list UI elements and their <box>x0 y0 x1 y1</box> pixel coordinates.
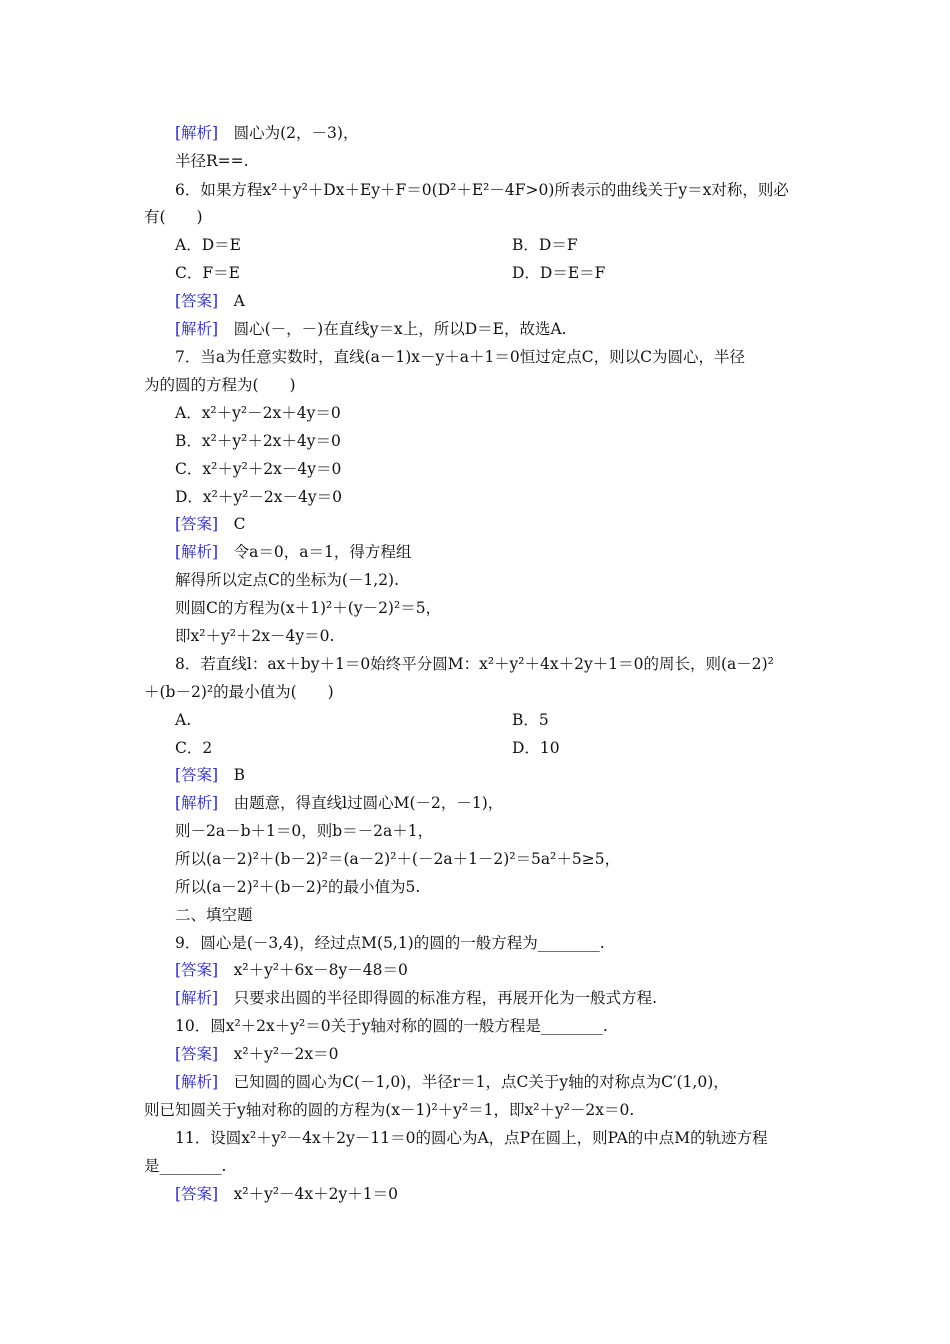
q7-option-a: A．x²＋y²－2x＋4y＝0 <box>175 404 341 422</box>
analysis-tag: [解析] <box>175 124 219 142</box>
q7-analysis-text: 令a＝0，a＝1，得方程组 <box>233 543 412 561</box>
analysis-tag: [解析] <box>175 794 219 812</box>
q11-answer-value: x²＋y²－4x＋2y＋1＝0 <box>233 1185 398 1203</box>
section-heading: 二、填空题 <box>175 906 253 924</box>
q7-analysis-line-2: 解得所以定点C的坐标为(－1,2). <box>175 571 400 589</box>
q5-analysis-line-1 <box>175 123 358 143</box>
q6-option-a: A．D＝E <box>175 236 241 254</box>
answer-tag: [答案] <box>175 292 219 310</box>
answer-tag: [答案] <box>175 515 219 533</box>
q10-analysis-text: 已知圆的圆心为C(－1,0)，半径r＝1，点C关于y轴的对称点为C′(1,0)， <box>233 1073 729 1091</box>
q11-stem-line-2: 是________. <box>144 1157 227 1175</box>
q8-stem-line-1: 8．若直线l：ax＋by＋1＝0始终平分圆M：x²＋y²＋4x＋2y＋1＝0的周长，则(a－2)² <box>175 655 774 673</box>
q7-answer <box>175 514 246 534</box>
q10-answer <box>175 1044 339 1064</box>
q6-answer-value: A <box>233 292 245 310</box>
q10-stem: 10．圆x²＋2x＋y²＝0关于y轴对称的圆的一般方程是________. <box>175 1017 608 1035</box>
q8-analysis-line-1 <box>175 793 503 813</box>
q8-analysis-line-4: 所以(a－2)²＋(b－2)²的最小值为5. <box>175 878 421 896</box>
q11-answer <box>175 1184 398 1204</box>
q8-analysis-line-2: 则－2a－b＋1＝0，则b＝－2a＋1， <box>175 822 434 840</box>
q7-option-c: C．x²＋y²＋2x－4y＝0 <box>175 460 342 478</box>
q10-analysis-line-1 <box>175 1072 729 1092</box>
q8-option-b: B．5 <box>512 711 549 729</box>
answer-tag: [答案] <box>175 766 219 784</box>
q8-answer <box>175 765 245 785</box>
q11-stem-line-1: 11．设圆x²＋y²－4x＋2y－11＝0的圆心为A，点P在圆上，则PA的中点M的轨迹方程 <box>175 1129 768 1147</box>
q6-stem-line-1: 6．如果方程x²＋y²＋Dx＋Ey＋F＝0(D²＋E²－4F>0)所表示的曲线关于y＝x对称，则必 <box>175 181 789 199</box>
q7-analysis-line-3: 则圆C的方程为(x＋1)²＋(y－2)²＝5， <box>175 599 442 617</box>
q9-stem: 9．圆心是(－3,4)，经过点M(5,1)的圆的一般方程为________. <box>175 934 605 952</box>
q6-stem-line-2: 有( ) <box>144 208 203 226</box>
q8-option-c: C．2 <box>175 739 213 757</box>
answer-tag: [答案] <box>175 1185 219 1203</box>
q9-analysis-text: 只要求出圆的半径即得圆的标准方程，再展开化为一般式方程. <box>233 989 658 1007</box>
q8-option-d: D．10 <box>512 739 560 757</box>
q9-answer <box>175 960 408 980</box>
q8-answer-value: B <box>233 766 246 784</box>
q6-option-c: C．F＝E <box>175 264 240 282</box>
q7-answer-value: C <box>233 515 246 533</box>
q10-answer-value: x²＋y²－2x＝0 <box>233 1045 339 1063</box>
q10-analysis-line-2: 则已知圆关于y轴对称的圆的方程为(x－1)²＋y²＝1，即x²＋y²－2x＝0. <box>144 1101 635 1119</box>
q6-answer <box>175 291 245 311</box>
q7-option-d: D．x²＋y²－2x－4y＝0 <box>175 488 342 506</box>
q5-analysis-line-2: 半径R==. <box>175 152 249 170</box>
q8-stem-line-2: ＋(b－2)²的最小值为( ) <box>144 683 334 701</box>
analysis-tag: [解析] <box>175 989 219 1007</box>
q5-analysis-text: 圆心为(2，－3)， <box>233 124 359 142</box>
q8-analysis-line-3: 所以(a－2)²＋(b－2)²＝(a－2)²＋(－2a＋1－2)²＝5a²＋5≥5， <box>175 850 621 868</box>
q8-option-a: A. <box>175 711 192 729</box>
q9-analysis <box>175 988 657 1008</box>
q6-analysis <box>175 319 567 339</box>
q7-stem-line-2: 为的圆的方程为( ) <box>144 376 296 394</box>
q6-option-d: D．D＝E＝F <box>512 264 606 282</box>
q7-analysis-line-4: 即x²＋y²＋2x－4y＝0. <box>175 627 335 645</box>
q7-analysis-line-1 <box>175 542 411 562</box>
answer-tag: [答案] <box>175 961 219 979</box>
q7-option-b: B．x²＋y²＋2x＋4y＝0 <box>175 432 341 450</box>
q7-stem-line-1: 7．当a为任意实数时，直线(a－1)x－y＋a＋1＝0恒过定点C，则以C为圆心，半径 <box>175 348 745 366</box>
q6-analysis-text: 圆心(－，－)在直线y＝x上，所以D＝E，故选A. <box>233 320 567 338</box>
analysis-tag: [解析] <box>175 543 219 561</box>
analysis-tag: [解析] <box>175 1073 219 1091</box>
q6-option-b: B．D＝F <box>512 236 578 254</box>
q8-analysis-text: 由题意，得直线l过圆心M(－2，－1)， <box>233 794 504 812</box>
q9-answer-value: x²＋y²＋6x－8y－48＝0 <box>233 961 408 979</box>
analysis-tag: [解析] <box>175 320 219 338</box>
answer-tag: [答案] <box>175 1045 219 1063</box>
